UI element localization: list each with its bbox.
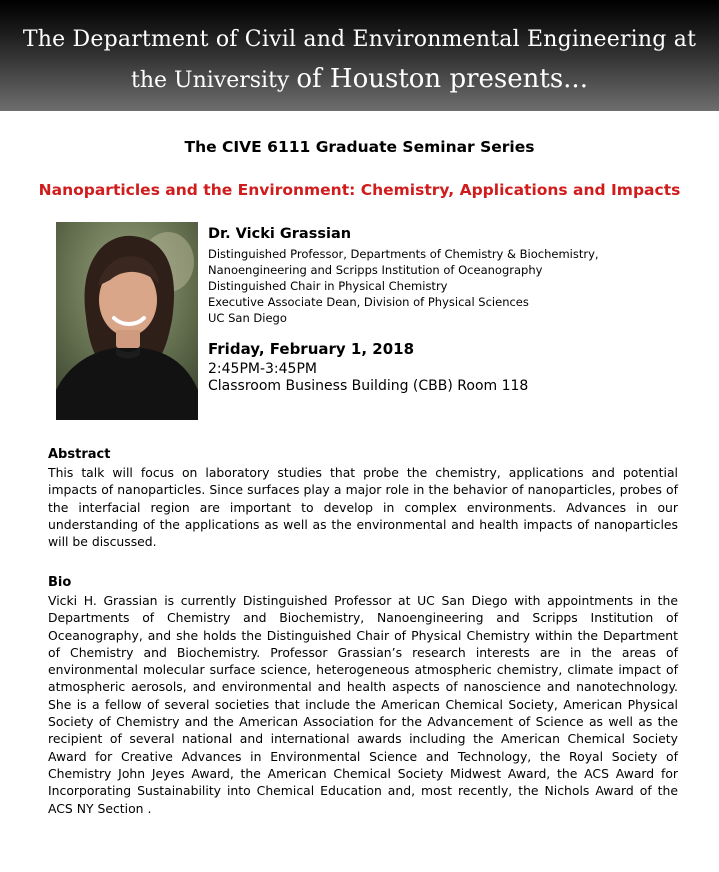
event-date: Friday, February 1, 2018 [208,340,415,358]
affiliation-line: Nanoengineering and Scripps Institution of Oceanography [208,263,543,277]
bio-text: Vicki H. Grassian is currently Distinguished Professor at UC San Diego with appointments in the Departments of Chemistry and Biochemistry, Nanoengineering and Scripps Institution of Oceanography, and she holds the Distinguished Chair of Physical Chemistry within the Department of Chemistry and Biochemistry. Professor Grassian’s research interests are in the areas of environmental molecular surface science, heterogeneous atmospheric chemistry, climate impact of atmospheric aerosols, and environmental and health aspects of nanoscience and nanotechnology. She is a fellow of several societies that include the American Chemical Society, American Physical Society of Chemistry and the American Association for the Advancement of Science as well as the recipient of several national and international awards including the American Chemical Society Award for Creative Advances in Environmental Science and Technology, the Royal Society of Chemistry John Jeyes Award, the American Chemical Society Midwest Award, the ACS Award for Incorporating Sustainability into Chemical Education and, most recently, the Nichols Award of the ACS NY Section . [48,593,678,816]
affiliation-line: UC San Diego [208,311,287,325]
abstract-heading: Abstract [48,447,111,462]
speaker-portrait-image [56,222,198,420]
header-banner [0,0,719,111]
series-title: The CIVE 6111 Graduate Seminar Series [184,138,535,156]
speaker-affiliations [208,246,599,326]
abstract-text: This talk will focus on laboratory studies that probe the chemistry, applications and potential impacts of nanoparticles. Since surfaces play a major role in the behavior of nanoparticles, probes of the interfacial region are important to develop in complex environments. Advances in our understanding of the applications as well as the environmental and health impacts of nanoparticles will be discussed. [48,465,678,550]
banner-line-1: The Department of Civil and Environmental Engineering at [22,27,697,52]
banner-line-2-start: the University [131,68,290,93]
bio-heading: Bio [48,575,72,590]
event-time: 2:45PM-3:45PM [208,361,317,377]
event-location: Classroom Business Building (CBB) Room 118 [208,378,529,394]
affiliation-line: Distinguished Chair in Physical Chemistry [208,279,448,293]
affiliation-line: Executive Associate Dean, Division of Physical Sciences [208,295,529,309]
banner-line-2 [0,64,719,94]
banner-line-2-end: of Houston presents... [296,64,588,94]
speaker-photo [56,222,198,420]
affiliation-line: Distinguished Professor, Departments of Chemistry & Biochemistry, [208,247,599,261]
talk-title: Nanoparticles and the Environment: Chemistry, Applications and Impacts [38,181,681,199]
speaker-name: Dr. Vicki Grassian [208,226,352,242]
